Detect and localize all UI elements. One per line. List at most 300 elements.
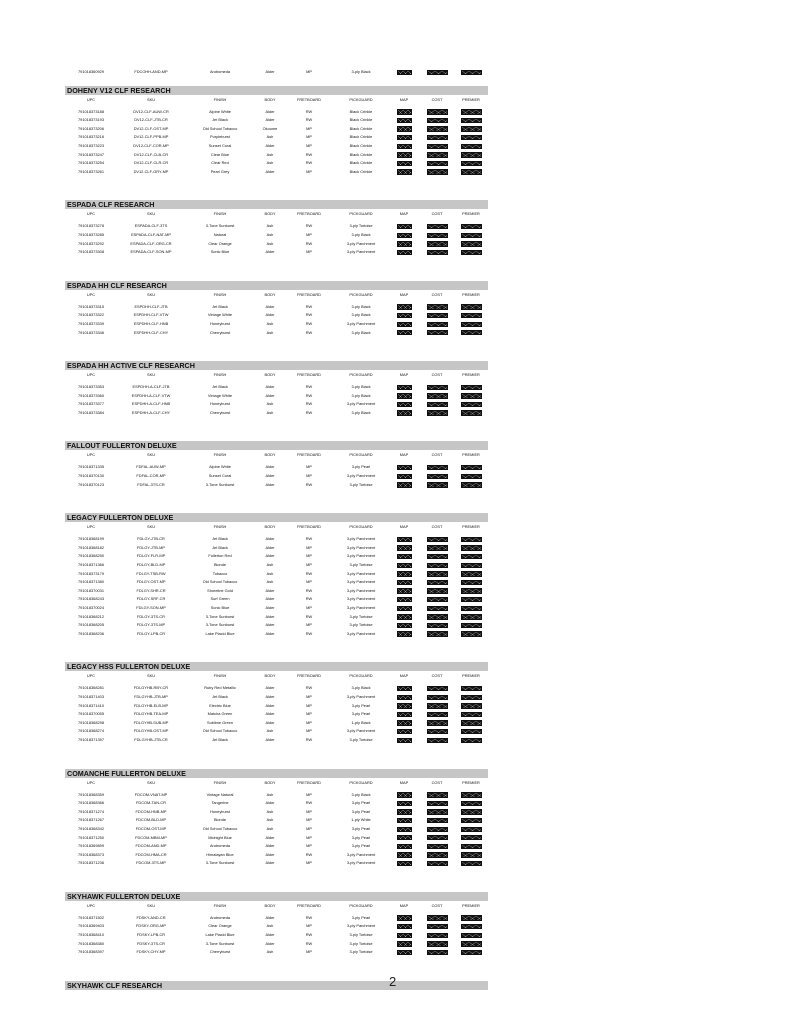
body-cell: Alder [265,108,275,114]
premier-price-redacted [461,614,482,619]
sku-cell: ESPDHH-CLF-VTW [133,312,169,318]
cost-price-redacted [427,631,448,636]
table-row [65,914,488,923]
cost-price-redacted [427,135,448,140]
sku-cell: FDCOM-VNAT-MP [134,791,168,797]
finish-cell: Andromeda [209,69,231,74]
body-cell: Ash [266,240,274,246]
fretboard-cell: RW [305,151,313,157]
finish-cell: Honeyburst [210,808,230,814]
table-row [65,535,488,544]
upc-cell: 791018373308 [78,249,104,255]
column-header-finish: FINISH [213,779,227,785]
pickguard-cell: 3-ply Parchment [346,570,376,576]
column-header-sku: SKU [147,779,155,785]
finish-cell: Himalayan Blue [206,851,234,857]
pickguard-cell: 3-ply Pearl [351,464,371,470]
map-price-redacted [397,313,412,318]
body-cell: Ash [266,320,274,326]
upc-cell: 791018373339 [78,320,104,326]
table-row [65,931,488,940]
table-row [65,329,488,338]
column-header-cost: COST [431,452,443,458]
upc-cell: 791018371236 [78,860,104,866]
table-row [65,621,488,630]
cost-price-redacted [427,571,448,576]
pickguard-cell: Black Crinkle [349,134,373,140]
finish-cell: Honeyburst [210,320,230,326]
column-header-premier: PREMIER [462,779,480,785]
map-price-redacted [397,729,412,734]
pickguard-cell: 3-ply Parchment [346,320,376,326]
table-row [65,808,488,817]
map-price-redacted [397,686,412,691]
upc-cell: 791018368182 [78,544,104,550]
premier-price-redacted [461,250,482,255]
fretboard-cell: RW [305,596,313,602]
fretboard-cell: MP [306,860,312,866]
finish-cell: 3-Tone Sunburst [205,613,235,619]
sku-cell: ESPDHH-CLF-HNB [133,320,169,326]
column-header-pickguard: PICKGUARD [349,452,373,458]
fretboard-cell: RW [305,401,313,407]
body-cell: Alder [265,142,275,148]
table-row [65,222,488,231]
upc-cell: 791018373188 [78,108,104,114]
body-cell: Ash [266,562,274,568]
column-header-pickguard: PICKGUARD [349,372,373,378]
upc-cell: 791018368199 [78,536,104,542]
column-header-map: MAP [399,779,409,785]
body-cell: Ash [266,329,274,335]
column-header-body: BODY [264,211,276,217]
cost-price-redacted [427,827,448,832]
product-section [65,361,488,417]
premier-price-redacted [461,852,482,857]
sku-cell: FDLGY-SON-MP [136,605,166,610]
upc-cell: 791018373206 [78,125,104,131]
body-cell: Alder [265,392,275,398]
column-header-row [65,95,488,105]
finish-cell: Old School Tobacco [202,579,238,585]
upc-cell: 791018369899 [78,843,104,849]
table-row [65,240,488,249]
sku-cell: DV12-CLF-COR-MP [133,142,169,148]
page-number: 2 [389,974,397,989]
upc-cell: 791018368205 [78,622,104,628]
body-cell: Alder [265,384,275,390]
map-price-redacted [397,233,412,238]
sku-cell: ESPDHH-A-CLF-JTB [132,384,170,390]
column-header-premier: PREMIER [462,372,480,378]
cost-price-redacted [427,233,448,238]
table-row [65,125,488,134]
finish-cell: Alpine White [209,108,231,114]
sku-cell: FDLGY-SHR-CR [136,587,166,593]
table-row [65,587,488,596]
premier-price-redacted [461,580,482,585]
premier-price-redacted [461,152,482,157]
product-section [65,892,488,957]
premier-price-redacted [461,809,482,814]
sku-cell: ESPADA-CLF-ORG-CR [130,240,172,246]
premier-price-redacted [461,224,482,229]
sku-cell: FDCOM-TAN-CR [136,800,166,806]
map-price-redacted [397,614,412,619]
table-row [65,595,488,604]
column-header-map: MAP [399,452,409,458]
pickguard-cell: 3-ply Pearl [351,711,371,717]
body-cell: Ash [266,791,274,797]
finish-cell: Jet Black [212,303,228,309]
column-header-finish: FINISH [213,902,227,908]
table-row [65,922,488,931]
section-rows [65,535,488,638]
cost-price-redacted [427,169,448,174]
column-header-pickguard: PICKGUARD [349,211,373,217]
finish-cell: Vintage White [207,312,233,318]
table-row [65,561,488,570]
column-header-map: MAP [399,96,409,102]
body-cell: Alder [265,622,275,628]
finish-cell: Lake Placid Blue [205,630,235,636]
sku-cell: FDLGY-LPB-CR [136,630,166,636]
table-row [65,108,488,117]
fretboard-cell: RW [305,303,313,309]
premier-price-redacted [461,729,482,734]
cost-price-redacted [427,597,448,602]
column-header-finish: FINISH [213,291,227,297]
premier-price-redacted [461,950,482,955]
sku-cell: FDLGY-FLR-MP [136,553,166,559]
cost-price-redacted [427,126,448,131]
fretboard-cell: RW [305,914,313,920]
upc-cell: 791018370031 [78,587,104,593]
cost-price-redacted [427,322,448,327]
sku-cell: ESPADA-CLF-SON-MP [130,249,172,255]
premier-price-redacted [461,818,482,823]
sku-cell: ESPDHH-A-CLF-HNB [131,401,171,407]
cost-price-redacted [427,738,448,743]
cost-price-redacted [427,304,448,309]
finish-cell: 3-Tone Sunburst [205,481,235,487]
cost-price-redacted [427,474,448,479]
fretboard-cell: RW [305,384,313,390]
column-header-finish: FINISH [213,452,227,458]
finish-cell: Old School Tobacco [202,125,238,131]
finish-cell: Clear Red [211,160,229,166]
sku-cell: FDLGY-JTB-MP [137,544,165,550]
premier-price-redacted [461,385,482,390]
column-header-body: BODY [264,291,276,297]
upc-cell: 791018373254 [78,160,104,166]
upc-cell: 791018373223 [78,142,104,148]
fretboard-cell: RW [305,587,313,593]
map-price-redacted [397,827,412,832]
table-row [65,409,488,418]
pickguard-cell: 3-ply Parchment [346,536,376,542]
column-header-finish: FINISH [213,673,227,679]
cost-price-redacted [427,809,448,814]
sku-cell: DV12-CLF-JTB-CR [134,117,168,123]
column-header-row [65,522,488,532]
pickguard-cell: 3-ply Parchment [346,630,376,636]
pickguard-cell: 3-ply Tortoise [349,736,373,742]
column-header-map: MAP [399,524,409,530]
column-header-map: MAP [399,372,409,378]
column-header-row [65,450,488,460]
pickguard-cell: 3-ply Black [351,409,371,415]
product-section [65,769,488,868]
sku-cell: ESPDHH-CLF-CHY [133,329,169,335]
price-list-document [65,64,488,990]
cost-price-redacted [427,554,448,559]
map-price-redacted [397,580,412,585]
table-row [65,481,488,490]
fretboard-cell: RW [305,240,313,246]
sku-cell: FDSKY-CHY-MP [136,949,166,955]
upc-cell: 791018368410 [78,932,104,938]
finish-cell: Cherryburst [209,329,231,335]
cost-price-redacted [427,712,448,717]
fretboard-cell: RW [305,117,313,123]
section-rows [65,108,488,177]
premier-price-redacted [461,915,482,920]
pickguard-cell: 3-ply Pearl [351,843,371,849]
premier-price-redacted [461,304,482,309]
map-price-redacted [397,385,412,390]
column-header-pickguard: PICKGUARD [349,673,373,679]
premier-price-redacted [461,835,482,840]
table-row [65,948,488,957]
column-header-pickguard: PICKGUARD [349,291,373,297]
map-price-redacted [397,330,412,335]
body-cell: Alder [265,473,275,479]
column-header-map: MAP [399,902,409,908]
body-cell: Alder [265,914,275,920]
body-cell: Ash [266,825,274,831]
premier-price-redacted [461,801,482,806]
cost-price-redacted [427,729,448,734]
premier-price-redacted [461,537,482,542]
body-cell: Alder [265,630,275,636]
column-header-finish: FINISH [213,211,227,217]
finish-cell: Clear Blue [210,151,230,157]
cost-price-redacted [427,545,448,550]
body-cell: Alder [265,932,275,938]
body-cell: Alder [265,702,275,708]
product-section [65,441,488,489]
finish-cell: 3-Tone Sunburst [205,860,235,866]
finish-cell: Andromeda [209,843,231,849]
table-row [65,630,488,639]
pickguard-cell: 3-ply Parchment [346,579,376,585]
premier-price-redacted [461,330,482,335]
pickguard-cell: 3-ply Pearl [351,914,371,920]
premier-price-redacted [461,322,482,327]
premier-price-redacted [461,720,482,725]
upc-cell: 791018371274 [78,808,104,814]
sku-cell: FDLGYHB-TEA-MP [133,711,169,717]
finish-cell: Fullerton Red [208,553,232,559]
cost-price-redacted [427,588,448,593]
finish-cell: Tangerine [211,800,229,806]
cost-price-redacted [427,801,448,806]
product-section [65,200,488,256]
fretboard-cell: MP [306,168,312,174]
finish-cell: Jet Black [212,117,228,123]
table-row [65,851,488,860]
premier-price-redacted [461,695,482,700]
pickguard-cell: 3-ply Black [351,312,371,318]
sku-cell: FDCOM-HNB-MP [135,808,167,814]
upc-cell: 791018373278 [78,223,104,229]
map-price-redacted [397,852,412,857]
cost-price-redacted [427,393,448,398]
sku-cell: FDCOHH-AND-MP [134,69,168,74]
column-header-body: BODY [264,452,276,458]
fretboard-cell: MP [306,464,312,470]
map-price-redacted [397,545,412,550]
body-cell: Alder [265,587,275,593]
body-cell: Ash [266,949,274,955]
sku-cell: FDCOM-3TS-MP [136,860,166,866]
map-price-redacted [397,118,412,123]
body-cell: Ash [266,160,274,166]
column-header-upc: UPC [86,452,96,458]
premier-price-redacted [461,623,482,628]
upc-cell: 791018373353 [78,384,104,390]
pickguard-cell: 3-ply Parchment [346,553,376,559]
table-row [65,168,488,177]
table-row [65,727,488,736]
fretboard-cell: RW [305,392,313,398]
finish-cell: Surf Green [210,596,230,602]
cost-price-redacted [427,924,448,929]
table-row [65,736,488,745]
body-cell: Alder [265,605,275,610]
sku-cell: FDSKY-ORG-MP [136,923,166,929]
pickguard-cell: 3-ply Parchment [346,249,376,255]
finish-cell: Midnight Blue [208,834,232,840]
fretboard-cell: MP [306,125,312,131]
pickguard-cell: 3-ply Tortoise [349,622,373,628]
fretboard-cell: MP [306,134,312,140]
section-rows [65,463,488,489]
premier-price-redacted [461,571,482,576]
section-rows [65,684,488,744]
sku-cell: DV12-CLF-AUW-CR [133,108,169,114]
table-row [65,320,488,329]
upc-cell: 791018368243 [78,596,104,602]
upc-cell: 791018371250 [78,834,104,840]
cost-price-redacted [427,950,448,955]
sku-cell: ESPADA-CLF-NAT-MP [131,231,171,237]
upc-cell: 791018368366 [78,800,104,806]
fretboard-cell: RW [305,940,313,946]
map-price-redacted [397,588,412,593]
premier-price-redacted [461,233,482,238]
fretboard-cell: RW [305,329,313,335]
upc-cell: 791018369403 [78,923,104,929]
fretboard-cell: RW [305,570,313,576]
premier-price-redacted [461,144,482,149]
pickguard-cell: 3-ply Black [351,685,371,691]
section-title-bar: COMANCHE FULLERTON DELUXE [65,769,488,778]
table-row [65,710,488,719]
premier-price-redacted [461,161,482,166]
body-cell: Alder [265,800,275,806]
cost-price-redacted [427,852,448,857]
column-header-sku: SKU [147,452,155,458]
finish-cell: Sonic Blue [210,249,230,255]
upc-cell: 791018371403 [78,693,104,699]
map-price-redacted [397,695,412,700]
upc-cell: 791018373322 [78,312,104,318]
fretboard-cell: MP [306,142,312,148]
column-header-sku: SKU [147,902,155,908]
map-price-redacted [397,801,412,806]
body-cell: Alder [265,69,275,74]
column-header-row [65,290,488,300]
sku-cell: FDFAL-COR-MP [136,473,166,479]
column-header-premier: PREMIER [462,96,480,102]
table-row [65,604,488,613]
premier-price-redacted [461,545,482,550]
map-price-redacted [397,482,412,487]
fretboard-cell: MP [306,693,312,699]
pickguard-cell: Black Crinkle [349,142,373,148]
body-cell: Alder [265,693,275,699]
upc-cell: 791018370024 [78,605,104,610]
column-header-upc: UPC [86,291,96,297]
section-title-bar: ESPADA HH CLF RESEARCH [65,281,488,290]
column-header-premier: PREMIER [462,291,480,297]
cost-price-redacted [427,385,448,390]
pickguard-cell: 3-ply Tortoise [349,481,373,487]
column-header-fretboard: FRETBOARD [297,372,321,378]
cost-price-redacted [427,330,448,335]
sku-cell: FDFAL-AUW-MP [136,464,166,470]
column-header-cost: COST [431,673,443,679]
column-header-upc: UPC [86,524,96,530]
pickguard-cell: 3-ply Pearl [351,702,371,708]
body-cell: Alder [265,553,275,559]
column-header-upc: UPC [86,372,96,378]
fretboard-cell: MP [306,843,312,849]
finish-cell: Blonde [213,562,227,568]
column-header-row [65,778,488,788]
map-price-redacted [397,161,412,166]
finish-cell: Sonic Blue [210,605,230,610]
upc-cell: 791018371267 [78,817,104,823]
body-cell: Ash [266,808,274,814]
body-cell: Ash [266,728,274,734]
finish-cell: Jet Black [212,544,228,550]
cost-price-redacted [427,402,448,407]
table-row [65,834,488,843]
cost-price-redacted [427,537,448,542]
body-cell: Alder [265,834,275,840]
map-price-redacted [397,818,412,823]
map-price-redacted [397,915,412,920]
finish-cell: Clear Orange [208,923,232,929]
column-header-premier: PREMIER [462,673,480,679]
body-cell: Alder [265,168,275,174]
fretboard-cell: MP [306,231,312,237]
premier-price-redacted [461,109,482,114]
body-cell: Ash [266,409,274,415]
